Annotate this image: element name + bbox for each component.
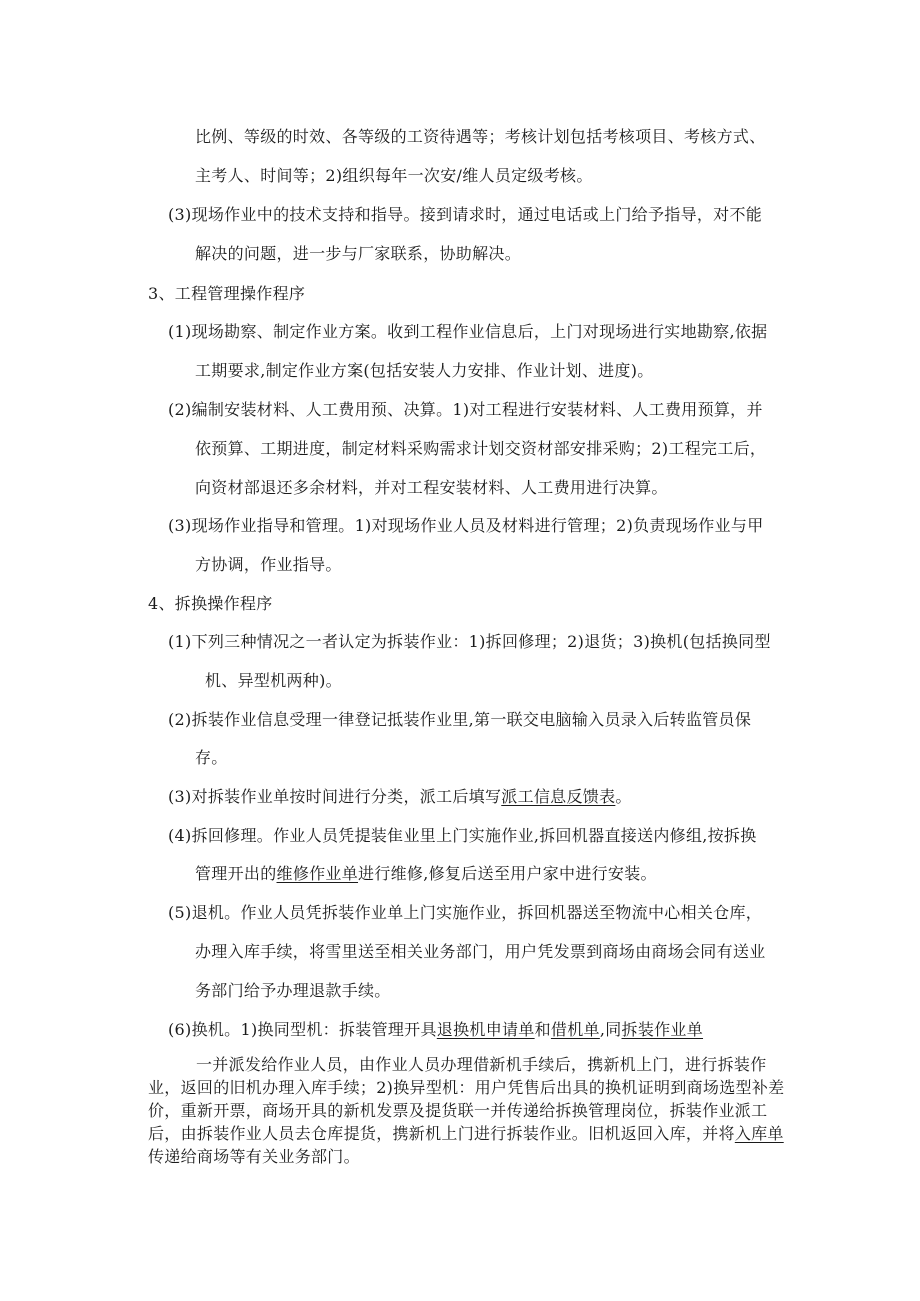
text-line: (2)拆装作业信息受理一律登记抵装作业里,第一联交电脑输入员录入后转监管员保 <box>168 710 752 729</box>
text-line: (2)编制安装材料、人工费用预、决算。1)对工程进行安装材料、人工费用预算，并 <box>168 400 763 419</box>
closing-paragraph <box>148 1053 794 1168</box>
text-line: (5)退机。作业人员凭拆装作业单上门实施作业，拆回机器送至物流中心相关仓库， <box>168 903 763 922</box>
text-line: 依预算、工期进度，制定材料采购需求计划交资材部安排采购；2)工程完工后， <box>195 439 767 458</box>
text-line: 办理入库手续，将雪里送至相关业务部门，用户凭发票到商场由商场会同有送业 <box>195 942 766 961</box>
text-line: 解决的问题，进一步与厂家联系，协助解决。 <box>195 244 522 263</box>
section-heading-3: 3、工程管理操作程序 <box>148 284 306 303</box>
text-run: 一并派发给作业人员，由作业人员办理借新机手续后，携新机上门，进行拆装作业，返回的旧机办理入库手续；2)换异型机：用户凭售后出具的换机证明到商场选型补差价，重新开票，商场开具的新机发票及提货联一并传递给拆换管理岗位，拆装作业派工后，由拆装作业人员去仓库提货，携新机上门进行拆装作业。旧机返回入库，并将 <box>148 1055 785 1143</box>
form-link-warehouse-receipt[interactable]: 入库单 <box>734 1124 784 1143</box>
text-line: 比例、等级的时效、各等级的工资待遇等；考核计划包括考核项目、考核方式、 <box>195 127 766 146</box>
text-line: 方协调，作业指导。 <box>195 555 342 574</box>
text-run: 。 <box>615 787 632 806</box>
text-line <box>168 787 632 807</box>
form-link-dispatch-feedback[interactable]: 派工信息反馈表 <box>501 787 616 806</box>
text-line: 机、异型机两种)。 <box>205 671 342 690</box>
text-line: 存。 <box>195 748 228 767</box>
text-line: 工期要求,制定作业方案(包括安装人力安排、作业计划、进度)。 <box>195 361 654 380</box>
text-run: ,同 <box>599 1020 622 1039</box>
text-line: (1)现场勘察、制定作业方案。收到工程作业信息后，上门对现场进行实地勘察,依据 <box>168 322 768 341</box>
text-run: (3)对拆装作业单按时间进行分类，派工后填写 <box>168 787 502 806</box>
text-run: 管理开出的 <box>195 864 277 883</box>
text-line: 向资材部退还多余材料，并对工程安装材料、人工费用进行决算。 <box>195 478 668 497</box>
section-heading-4: 4、拆换操作程序 <box>148 594 273 613</box>
text-run: 传递给商场等有关业务部门。 <box>148 1147 360 1166</box>
text-line: 务部门给予办理退款手续。 <box>195 981 391 1000</box>
form-link-loan-machine[interactable]: 借机单 <box>550 1020 600 1039</box>
paragraph-text <box>148 1053 794 1168</box>
text-run: 进行维修,修复后送至用户家中进行安装。 <box>358 864 657 883</box>
text-line: (3)现场作业指导和管理。1)对现场作业人员及材料进行管理；2)负责现场作业与甲 <box>168 516 764 535</box>
text-line: (3)现场作业中的技术支持和指导。接到请求时，通过电话或上门给予指导，对不能 <box>168 205 763 224</box>
text-line: (1)下列三种情况之一者认定为拆装作业：1)拆回修理；2)退货；3)换机(包括换同型 <box>168 632 771 651</box>
text-line: (4)拆回修理。作业人员凭提装隹业里上门实施作业,拆回机器直接送内修组,按拆换 <box>168 826 757 845</box>
form-link-disassembly-order[interactable]: 拆装作业单 <box>621 1020 704 1039</box>
form-link-repair-order[interactable]: 维修作业单 <box>276 864 359 883</box>
text-line: 主考人、时间等；2)组织每年一次安/维人员定级考核。 <box>195 166 593 185</box>
text-line <box>195 864 657 884</box>
text-run: (6)换机。1)换同型机：拆装管理开具 <box>168 1020 437 1039</box>
form-link-return-exchange-request[interactable]: 退换机申请单 <box>436 1020 535 1039</box>
text-line <box>168 1020 703 1040</box>
text-run: 和 <box>534 1020 551 1039</box>
